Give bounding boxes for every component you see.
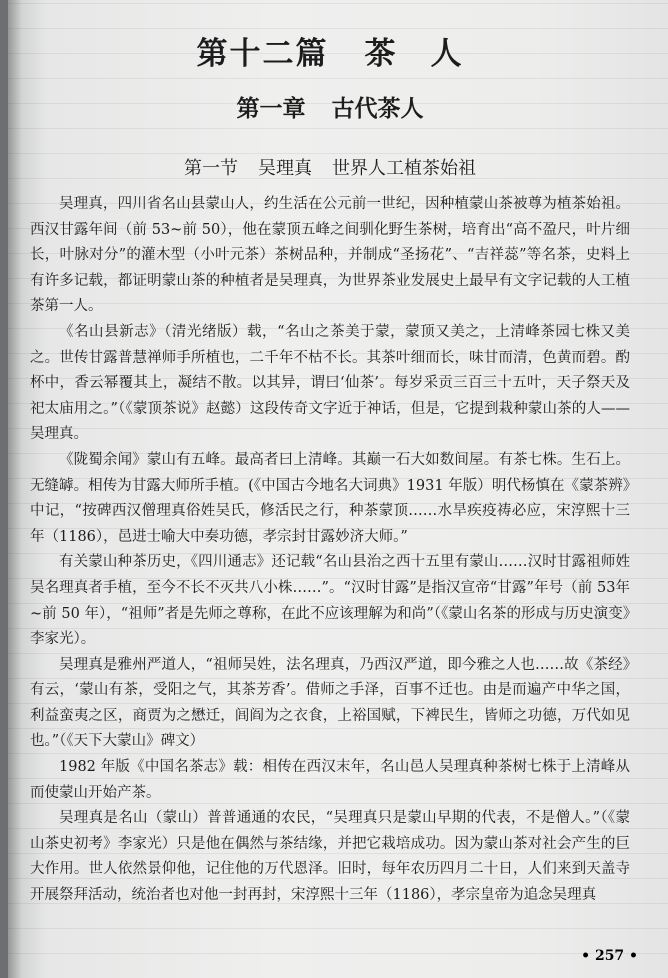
section-number: 第一节 [184,158,238,179]
paragraph: 《陇蜀余闻》蒙山有五峰。最高者曰上清峰。其巅一石大如数间屋。有茶七株。生石上。无缝罅。相传为甘露大师所手植。(《中国古今地名大词典》1931 年版）明代杨慎在《蒙茶辨》中记，“按碑西汉僧理真俗姓吴氏，修活民之行，种茶蒙顶……水旱疾疫祷必应，宋淳熙十三年（1186），邑进士喻大中奏功德，孝宗封甘露妙济大师。” [30,451,630,545]
paragraph: 吴理真，四川省名山县蒙山人，约生活在公元前一世纪，因种植蒙山茶被尊为植茶始祖。西汉甘露年间（前 53~前 50），他在蒙顶五峰之间驯化野生茶树，培育出“高不盈尺，叶片细长，叶脉对分”的灌木型（小叶元茶）茶树品种，并制成“圣扬花”、“吉祥蕊”等名茶，史料上有许多记载，都证明蒙山茶的种植者是吴理真，为世界茶业发展史上最早有文字记载的人工植茶第一人。 [30,196,630,315]
body-text [30,192,630,909]
section-person: 吴理真 [258,158,312,179]
chapter-title [30,90,630,123]
part-title [30,28,630,73]
spine-shadow [8,0,22,978]
chapter-number: 第一章 [236,95,306,122]
section-subtitle: 世界人工植茶始祖 [332,158,476,179]
section-title [30,154,630,180]
part-number: 第十二篇 [196,36,329,72]
part-name: 茶 人 [364,36,464,72]
page-number: • 257 • [581,948,638,964]
paragraph: 吴理真是名山（蒙山）普普通通的农民，“吴理真只是蒙山早期的代表，不是僧人。”（《蒙山茶史初考》李家光）只是他在偶然与茶结缘，并把它栽培成功。因为蒙山茶对社会产生的巨大作用。世人依然景仰他，记住他的万代恩泽。旧时，每年农历四月二十日，人们来到天盖寺开展祭拜活动，统治者也对他一封再封，宋淳熙十三年（1186），孝宗皇帝为追念吴理真 [30,810,630,904]
paragraph: 《名山县新志》（清光绪版）载，“名山之茶美于蒙，蒙顶又美之，上清峰茶园七株又美之。世传甘露普慧禅师手所植也，二千年不枯不长。其茶叶细而长，味甘而清，色黄而碧。酌杯中，香云幂覆其上，凝结不散。以其异，谓曰‘仙茶’。每岁采贡三百三十五叶，天子祭天及祀太庙用之。”（《蒙顶茶说》赵懿）这段传奇文字近于神话，但是，它提到栽种蒙山茶的人——吴理真。 [30,323,630,443]
paragraph: 有关蒙山种茶历史，《四川通志》还记载“名山县治之西十五里有蒙山……汉时甘露祖师姓吴名理真者手植，至今不长不灭共八小株……”。“汉时甘露”是指汉宣帝“甘露”年号（前 53年~前 50 年），“祖师”者是先师之尊称，在此不应该理解为和尚”（《蒙山名茶的形成与历史演变》李家光）。 [30,554,630,648]
paragraph: 1982 年版《中国名茶志》载：相传在西汉末年，名山邑人吴理真种茶树七株于上清峰从而使蒙山开始产茶。 [30,759,630,801]
book-page [8,0,668,978]
chapter-name: 古代茶人 [331,95,424,122]
paragraph: 吴理真是雅州严道人，“祖师吴姓，法名理真，乃西汉严道，即今雅之人也……故《茶经》有云，‘蒙山有茶，受阳之气，其茶芳香’。借师之手泽，百事不迁也。由是而遍产中华之国，利益蛮夷之区，商贾为之懋迁，闾阎为之衣食，上裕国赋，下裨民生，皆师之功德，万代如见也。”（《天下大蒙山》碑文） [30,656,630,750]
